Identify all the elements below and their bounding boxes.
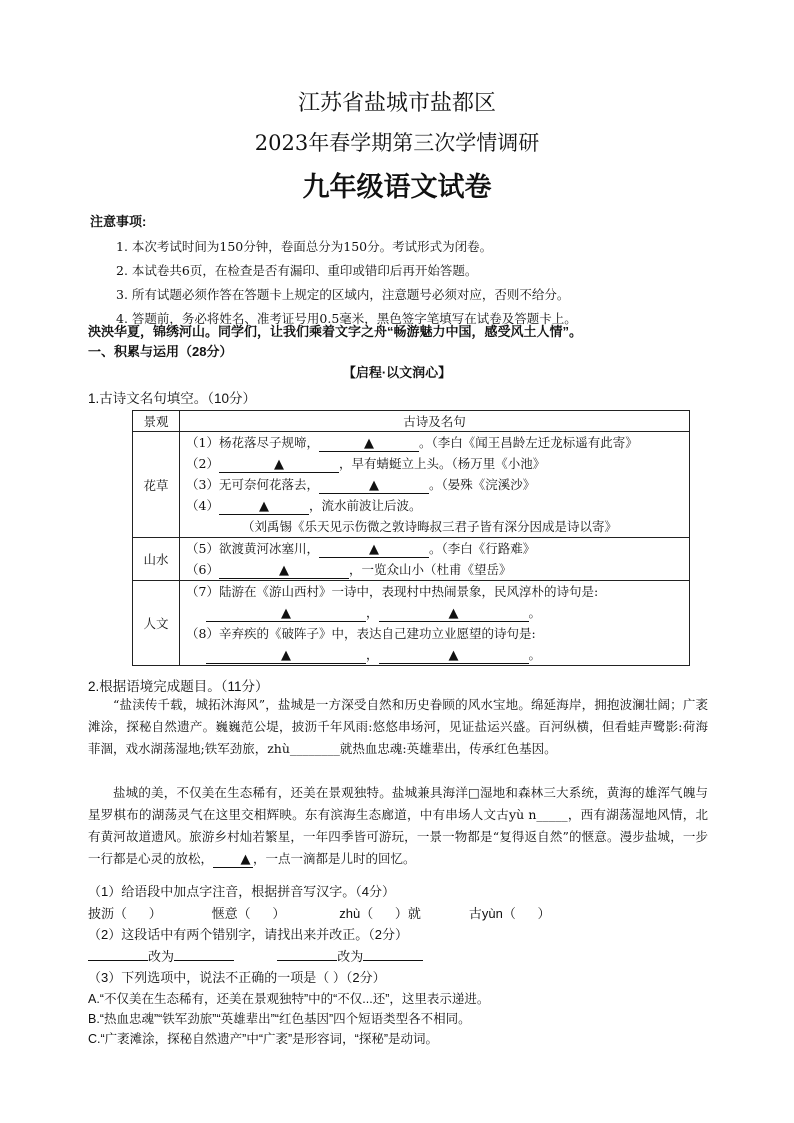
answer-blank[interactable]: ▲	[379, 648, 529, 664]
notice-item-4: 4. 答题前，务必将姓名、准考证号用0.5毫米，黑色签字笔填写在试卷及答题卡上。	[116, 311, 577, 326]
sub-question-3: （3）下列选项中，说法不正确的一项是（ ）（2分）	[88, 970, 386, 985]
pinyin-item[interactable]: 古yùn（ ）	[468, 906, 551, 921]
wrong-char-blank[interactable]	[277, 960, 337, 961]
section-heading: 一、积累与运用（28分）	[88, 344, 233, 359]
correct-char-blank[interactable]	[174, 960, 234, 961]
culture-lines	[180, 581, 690, 666]
answer-blank[interactable]: ▲	[319, 478, 429, 494]
table-header-poems: 古诗及名句	[180, 411, 690, 432]
poem-line-3: （3）无可奈何花落去， ▲ 。（晏殊《浣溪沙》	[186, 477, 536, 493]
header-term: 2023年春学期第三次学情调研	[254, 131, 540, 155]
option-c[interactable]: C.“广袤滩涂，探秘自然遗产”中“广袤”是形容词，“探秘”是动词。	[88, 1032, 438, 1046]
passage-paragraph-2: 盐城的美，不仅美在生态稀有，还美在景观独特。盐城兼具海洋□湿地和森林三大系统，黄海的雄浑气魄与星罗棋布的湖荡灵气在这里交相辉映。东有滨海生态廊道，中有串场人文古yù n_____，西有湖荡湿地风情，北有黄河故道遗风。旅游乡村灿若繁星，一年四季皆可游玩，一景一物都是“复得返自然”的惬意。漫步盐城，一步一行都是心灵的放松， ▲ ，一点一滴都是儿时的回忆。	[88, 785, 708, 867]
poem-line-4-source: （刘禹锡《乐天见示伤微之敦诗晦叔三君子皆有深分因成是诗以寄》	[242, 519, 618, 534]
answer-blank[interactable]: ▲	[319, 542, 429, 558]
pinyin-item[interactable]: 披沥（ ）	[88, 906, 162, 921]
notice-heading: 注意事项:	[90, 214, 147, 229]
landscape-lines	[180, 538, 690, 581]
passage-paragraph-1: “盐渎传千载，城拓沐海风”，盐城是一方深受自然和历史眷顾的风水宝地。绵延海岸，拥抱波澜壮阔；广袤滩涂，探秘自然遗产。巍巍范公堤，披沥千年风雨:悠悠串场河，见证盐运兴盛。百河纵横，但看蛙声鹭影:荷海菲涸，戏水湖荡湿地;铁军劲旅，zhù________就热血忠魂:英雄辈出，传承红色基因。	[88, 697, 708, 756]
poem-table	[132, 410, 690, 666]
poem-line-7-answer: ▲ ， ▲ 。	[186, 602, 683, 623]
header-region: 江苏省盐城市盐都区	[297, 91, 496, 116]
poem-line-2: （2） ▲ ，早有蜻蜓立上头。（杨万里《小池》	[186, 456, 546, 472]
option-b[interactable]: B.“热血忠魂”“铁军劲旅”“英雄辈出”“红色基因”四个短语类型各不相同。	[88, 1012, 471, 1026]
page-title: 九年级语文试卷	[302, 172, 492, 203]
poem-line-5: （5）欲渡黄河冰塞川， ▲ 。（李白《行路难》	[186, 541, 536, 557]
sub-question-1: （1）给语段中加点字注音，根据拼音写汉字。（4分）	[88, 884, 395, 899]
pinyin-item[interactable]: zhù（ ）就	[339, 906, 421, 921]
notice-item-2: 2. 本试卷共6页，在检查是否有漏印、重印或错印后再开始答题。	[116, 263, 478, 278]
pinyin-item[interactable]: 惬意（ ）	[211, 906, 286, 921]
question-2-heading: 2.根据语境完成题目。（11分）	[88, 679, 269, 694]
poem-line-6: （6） ▲ ，一览众山小（杜甫《望岳》	[186, 562, 512, 578]
sub-question-2: （2）这段话中有两个错别字，请找出来并改正。（2分）	[88, 927, 408, 942]
poem-line-4: （4） ▲ ，流水前波让后波。	[186, 498, 422, 514]
poem-line-8: （8）辛弃疾的《破阵子》中，表达自己建功立业愿望的诗句是:	[186, 626, 536, 641]
intro-text: 泱泱华夏，锦绣河山。同学们，让我们乘着文字之舟“畅游魅力中国，感受风土人情”。	[88, 324, 583, 339]
category-culture: 人文	[133, 581, 180, 666]
answer-blank[interactable]: ▲	[319, 436, 419, 452]
answer-blank[interactable]: ▲	[379, 606, 529, 622]
poem-line-7: （7）陆游在《游山西村》一诗中，表现村中热闹景象，民风淳朴的诗句是:	[186, 584, 599, 599]
question-1-heading: 1.古诗文名句填空。（10分）	[88, 391, 257, 406]
correction-row: 改为 改为	[88, 946, 423, 965]
pinyin-answers	[88, 903, 589, 922]
category-landscape: 山水	[133, 538, 180, 581]
answer-blank[interactable]: ▲	[206, 648, 366, 664]
correct-char-blank[interactable]	[363, 960, 423, 961]
answer-blank[interactable]: ▲	[219, 563, 349, 579]
wrong-char-blank[interactable]	[88, 960, 148, 961]
answer-blank[interactable]: ▲	[219, 457, 339, 473]
poem-line-1: （1）杨花落尽子规啼， ▲ 。（李白《闻王昌龄左迁龙标遥有此寄》	[186, 435, 638, 451]
category-flowers: 花草	[133, 432, 180, 538]
option-a[interactable]: A.“不仅美在生态稀有，还美在景观独特”中的“不仅...还”，这里表示递进。	[88, 992, 490, 1006]
poem-line-8-answer: ▲ ， ▲ 。	[186, 644, 683, 665]
notice-item-1: 1. 本次考试时间为150分钟，卷面总分为150分。考试形式为闭卷。	[116, 239, 493, 254]
subsection-heading: 【启程·以文润心】	[342, 365, 452, 380]
notice-item-3: 3. 所有试题必须作答在答题卡上规定的区域内，注意题号必须对应，否则不给分。	[116, 287, 570, 302]
answer-blank[interactable]: ▲	[206, 606, 366, 622]
answer-blank[interactable]: ▲	[219, 499, 309, 515]
table-header-scene: 景观	[133, 411, 180, 432]
answer-blank[interactable]: ▲	[213, 852, 253, 868]
flowers-lines	[180, 432, 690, 538]
